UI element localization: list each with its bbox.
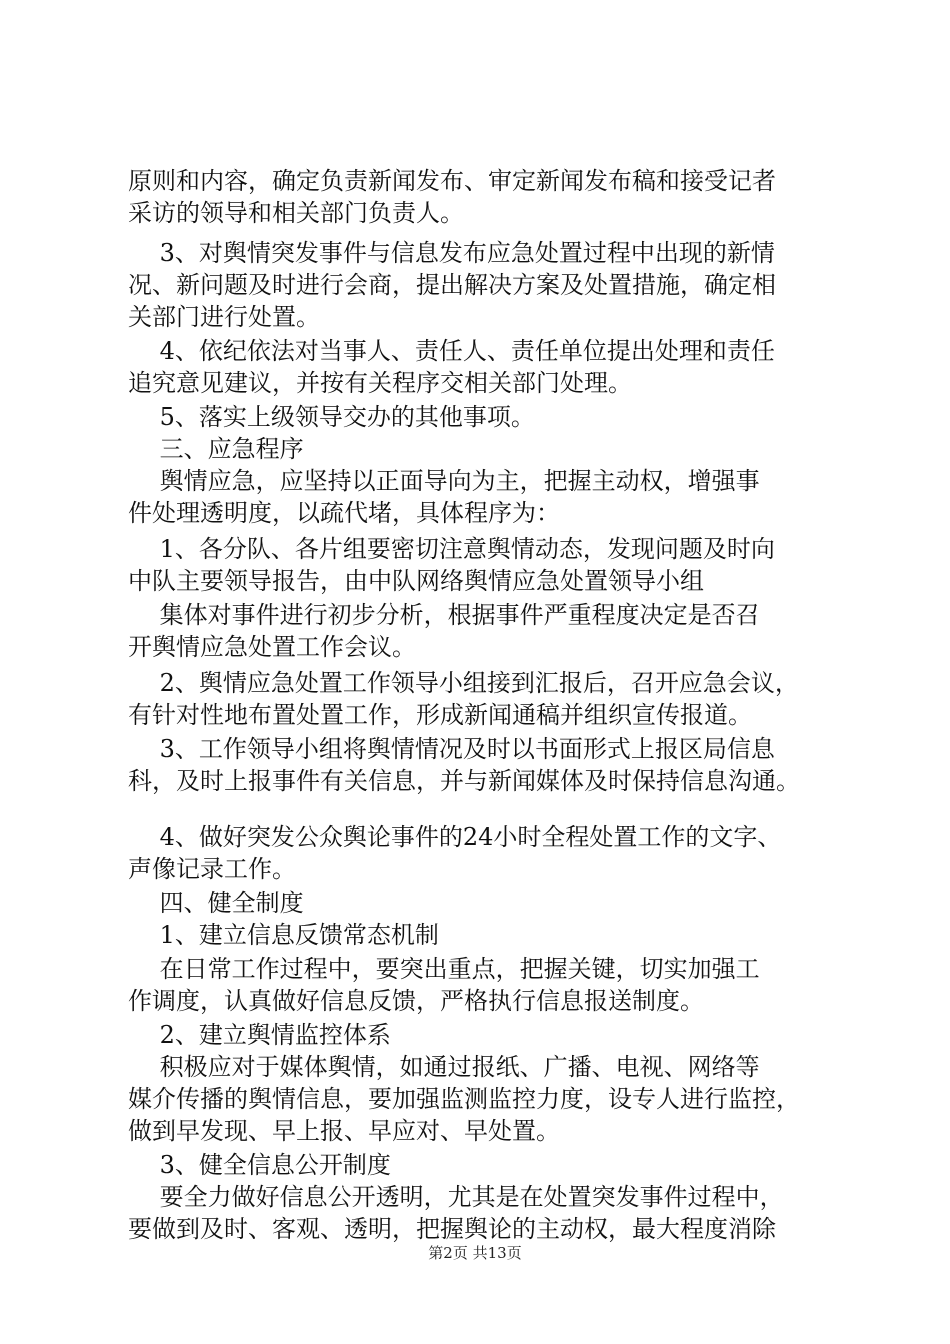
subsection-heading: 1、建立信息反馈常态机制: [128, 921, 439, 949]
paragraph-line: 中队主要领导报告，由中队网络舆情应急处置领导小组: [128, 567, 704, 595]
paragraph-line: 4、做好突发公众舆论事件的24小时全程处置工作的文字、: [128, 823, 782, 851]
paragraph-line: 做到早发现、早上报、早应对、早处置。: [128, 1117, 560, 1145]
subsection-heading: 2、建立舆情监控体系: [128, 1021, 391, 1049]
paragraph-line: 3、工作领导小组将舆情情况及时以书面形式上报区局信息: [128, 735, 775, 763]
paragraph-line: 声像记录工作。: [128, 855, 296, 883]
subsection-heading: 3、健全信息公开制度: [128, 1151, 391, 1179]
section-heading: 三、应急程序: [128, 435, 304, 463]
paragraph-line: 要全力做好信息公开透明，尤其是在处置突发事件过程中，: [128, 1183, 784, 1211]
paragraph-line: 2、舆情应急处置工作领导小组接到汇报后，召开应急会议，: [128, 669, 799, 697]
paragraph-line: 在日常工作过程中，要突出重点，把握关键，切实加强工: [128, 955, 760, 983]
paragraph-line: 5、落实上级领导交办的其他事项。: [128, 403, 535, 431]
paragraph-line: 追究意见建议，并按有关程序交相关部门处理。: [128, 369, 632, 397]
paragraph-line: 关部门进行处置。: [128, 303, 320, 331]
paragraph-line: 采访的领导和相关部门负责人。: [128, 199, 464, 227]
paragraph-line: 作调度，认真做好信息反馈，严格执行信息报送制度。: [128, 987, 704, 1015]
paragraph-line: 积极应对于媒体舆情，如通过报纸、广播、电视、网络等: [128, 1053, 760, 1081]
paragraph-line: 4、依纪依法对当事人、责任人、责任单位提出处理和责任: [128, 337, 775, 365]
section-heading: 四、健全制度: [128, 889, 304, 917]
paragraph-line: 况、新问题及时进行会商，提出解决方案及处置措施，确定相: [128, 271, 776, 299]
paragraph-line: 要做到及时、客观、透明，把握舆论的主动权，最大程度消除: [128, 1215, 776, 1243]
page-number-footer: 第2页 共13页: [428, 1244, 522, 1262]
paragraph-line: 科，及时上报事件有关信息，并与新闻媒体及时保持信息沟通。: [128, 767, 800, 795]
paragraph-line: 有针对性地布置处置工作，形成新闻通稿并组织宣传报道。: [128, 701, 752, 729]
paragraph-line: 件处理透明度，以疏代堵，具体程序为：: [128, 499, 560, 527]
paragraph-line: 原则和内容，确定负责新闻发布、审定新闻发布稿和接受记者: [128, 167, 776, 195]
paragraph-line: 1、各分队、各片组要密切注意舆情动态，发现问题及时向: [128, 535, 775, 563]
paragraph-line: 舆情应急，应坚持以正面导向为主，把握主动权，增强事: [128, 467, 760, 495]
paragraph-line: 媒介传播的舆情信息，要加强监测监控力度，设专人进行监控，: [128, 1085, 800, 1113]
paragraph-line: 3、对舆情突发事件与信息发布应急处置过程中出现的新情: [128, 239, 775, 267]
paragraph-line: 集体对事件进行初步分析，根据事件严重程度决定是否召: [128, 601, 760, 629]
paragraph-line: 开舆情应急处置工作会议。: [128, 633, 416, 661]
